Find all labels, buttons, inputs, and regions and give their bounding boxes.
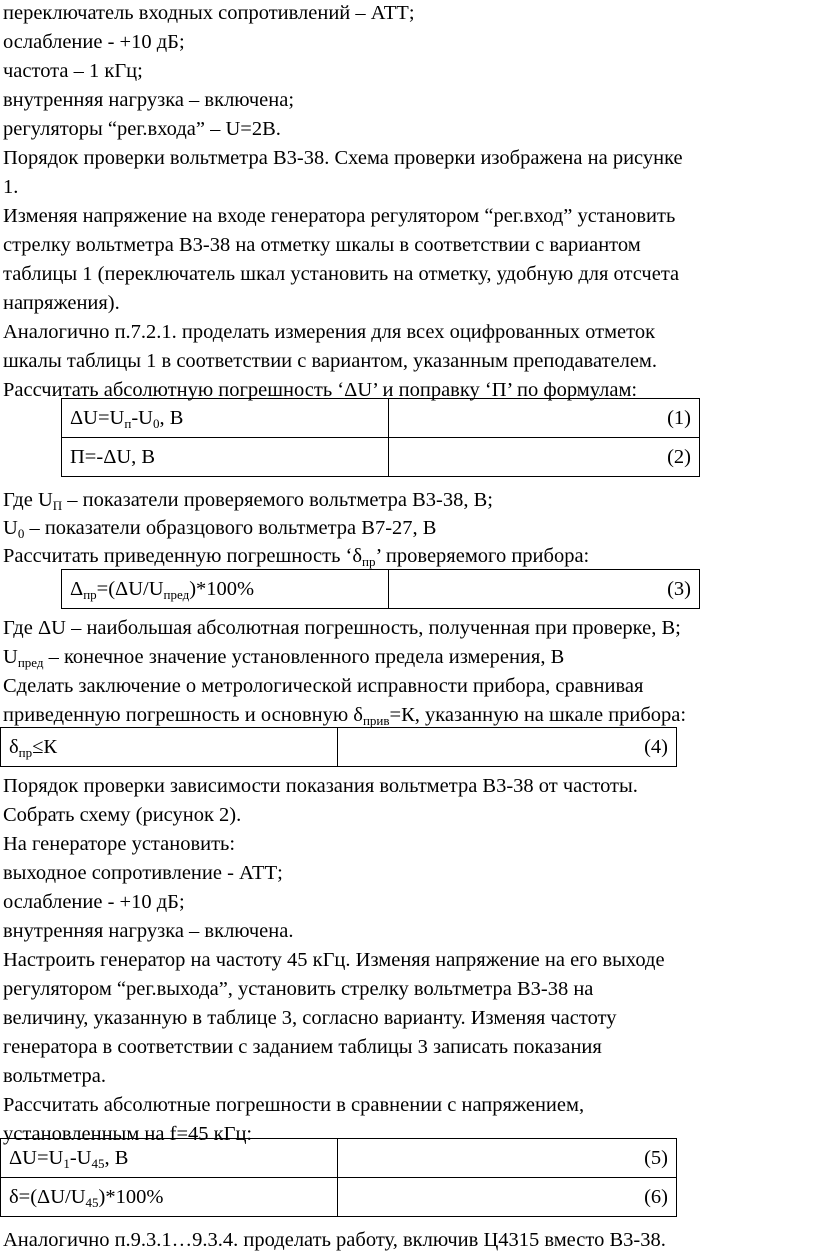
text-line: величину, указанную в таблице 3, согласно варианту. Изменяя частоту: [3, 1007, 617, 1029]
text-line: Рассчитать абсолютную погрешность ‘ΔU’ и поправку ‘П’ по формулам:: [3, 379, 638, 401]
text-line: Рассчитать абсолютные погрешности в сравнении с напряжением,: [3, 1094, 585, 1116]
text-line: регулятором “рег.выхода”, установить стрелку вольтметра В3-38 на: [3, 978, 594, 1000]
text-line: Где $U_П$ – показатели проверяемого вольтметра В3-38, В;: [3, 489, 493, 513]
text-line: шкалы таблицы 1 в соответствии с вариантом, указанным преподавателем.: [3, 350, 658, 372]
text-line: Порядок проверки зависимости показания вольтметра В3-38 от частоты.: [3, 775, 638, 797]
formula-number-1: (1): [389, 399, 700, 438]
text-line: вольтметра.: [3, 1065, 107, 1087]
text-line: Настроить генератор на частоту 45 кГц. Изменяя напряжение на его выходе: [3, 949, 665, 971]
text-line: напряжения).: [3, 292, 120, 314]
formula-4: $\delta_{пр}\le К$: [1, 728, 338, 767]
formula-2: П=-ΔU, В: [62, 438, 389, 477]
text-line: частота – 1 кГц;: [3, 60, 143, 82]
text-line: Аналогично п.7.2.1. проделать измерения для всех оцифрованных отметок: [3, 321, 656, 343]
formula-number-3: (3): [389, 570, 700, 609]
formula-row-4: [1, 728, 677, 767]
text-line: Изменяя напряжение на входе генератора регулятором “рег.вход” установить: [3, 205, 676, 227]
text-line: Где ΔU – наибольшая абсолютная погрешность, полученная при проверке, В;: [3, 617, 681, 639]
formula-row-5: [1, 1139, 677, 1178]
formula-number-2: (2): [389, 438, 700, 477]
text-line: Аналогично п.9.3.1…9.3.4. проделать работу, включив Ц4315 вместо В3-38.: [3, 1229, 666, 1251]
formula-1: $\Delta U=U_п-U_0$, В: [62, 399, 389, 438]
formula-3: $\Delta_{пр}=(\Delta U/U_{пред})*100\%$: [62, 570, 389, 609]
text-line: установленным на f=45 кГц:: [3, 1123, 253, 1145]
text-line: внутренняя нагрузка – включена;: [3, 89, 295, 111]
formula-number-4: (4): [338, 728, 677, 767]
text-line: ослабление - +10 дБ;: [3, 891, 185, 913]
text-line: выходное сопротивление - АТТ;: [3, 862, 283, 884]
formula-number-5: (5): [338, 1139, 677, 1178]
text-line: переключатель входных сопротивлений – АТТ;: [3, 2, 415, 24]
formula-number-6: (6): [338, 1178, 677, 1217]
text-line: приведенную погрешность и основную $\delta_{прив}=К$, указанную на шкале прибора:: [3, 704, 687, 728]
formula-6: $\delta=(\Delta U/U_{45})*100\%$: [1, 1178, 338, 1217]
text-line: таблицы 1 (переключатель шкал установить на отметку, удобную для отсчета: [3, 263, 680, 285]
formula-row-6: [1, 1178, 677, 1217]
text-line: На генераторе установить:: [3, 833, 236, 855]
text-line: $U_0$ – показатели образцового вольтметра В7-27, В: [3, 517, 437, 541]
text-line: Рассчитать приведенную погрешность ‘$\delta_{пр}$’ проверяемого прибора:: [3, 545, 590, 569]
text-line: регуляторы “рег.входа” – U=2В.: [3, 118, 281, 140]
formula-table-5-6: [0, 1138, 677, 1217]
text-line: 1.: [3, 176, 19, 198]
formula-table-3: [61, 569, 700, 609]
formula-table-4: [0, 727, 677, 767]
text-line: $U_{пред}$ – конечное значение установленного предела измерения, В: [3, 646, 565, 670]
formula-row-3: [62, 570, 700, 609]
text-line: ослабление - +10 дБ;: [3, 31, 185, 53]
formula-table-1-2: [61, 398, 700, 477]
text-line: Собрать схему (рисунок 2).: [3, 804, 242, 826]
formula-5: $\Delta U=U_1-U_{45}$, В: [1, 1139, 338, 1178]
text-line: Сделать заключение о метрологической исправности прибора, сравнивая: [3, 675, 644, 697]
text-line: Порядок проверки вольтметра В3-38. Схема проверки изображена на рисунке: [3, 147, 683, 169]
formula-row-2: [62, 438, 700, 477]
text-line: стрелку вольтметра В3-38 на отметку шкалы в соответствии с вариантом: [3, 234, 641, 256]
text-line: внутренняя нагрузка – включена.: [3, 920, 294, 942]
text-line: генератора в соответствии с заданием таблицы 3 записать показания: [3, 1036, 602, 1058]
formula-row-1: [62, 399, 700, 438]
